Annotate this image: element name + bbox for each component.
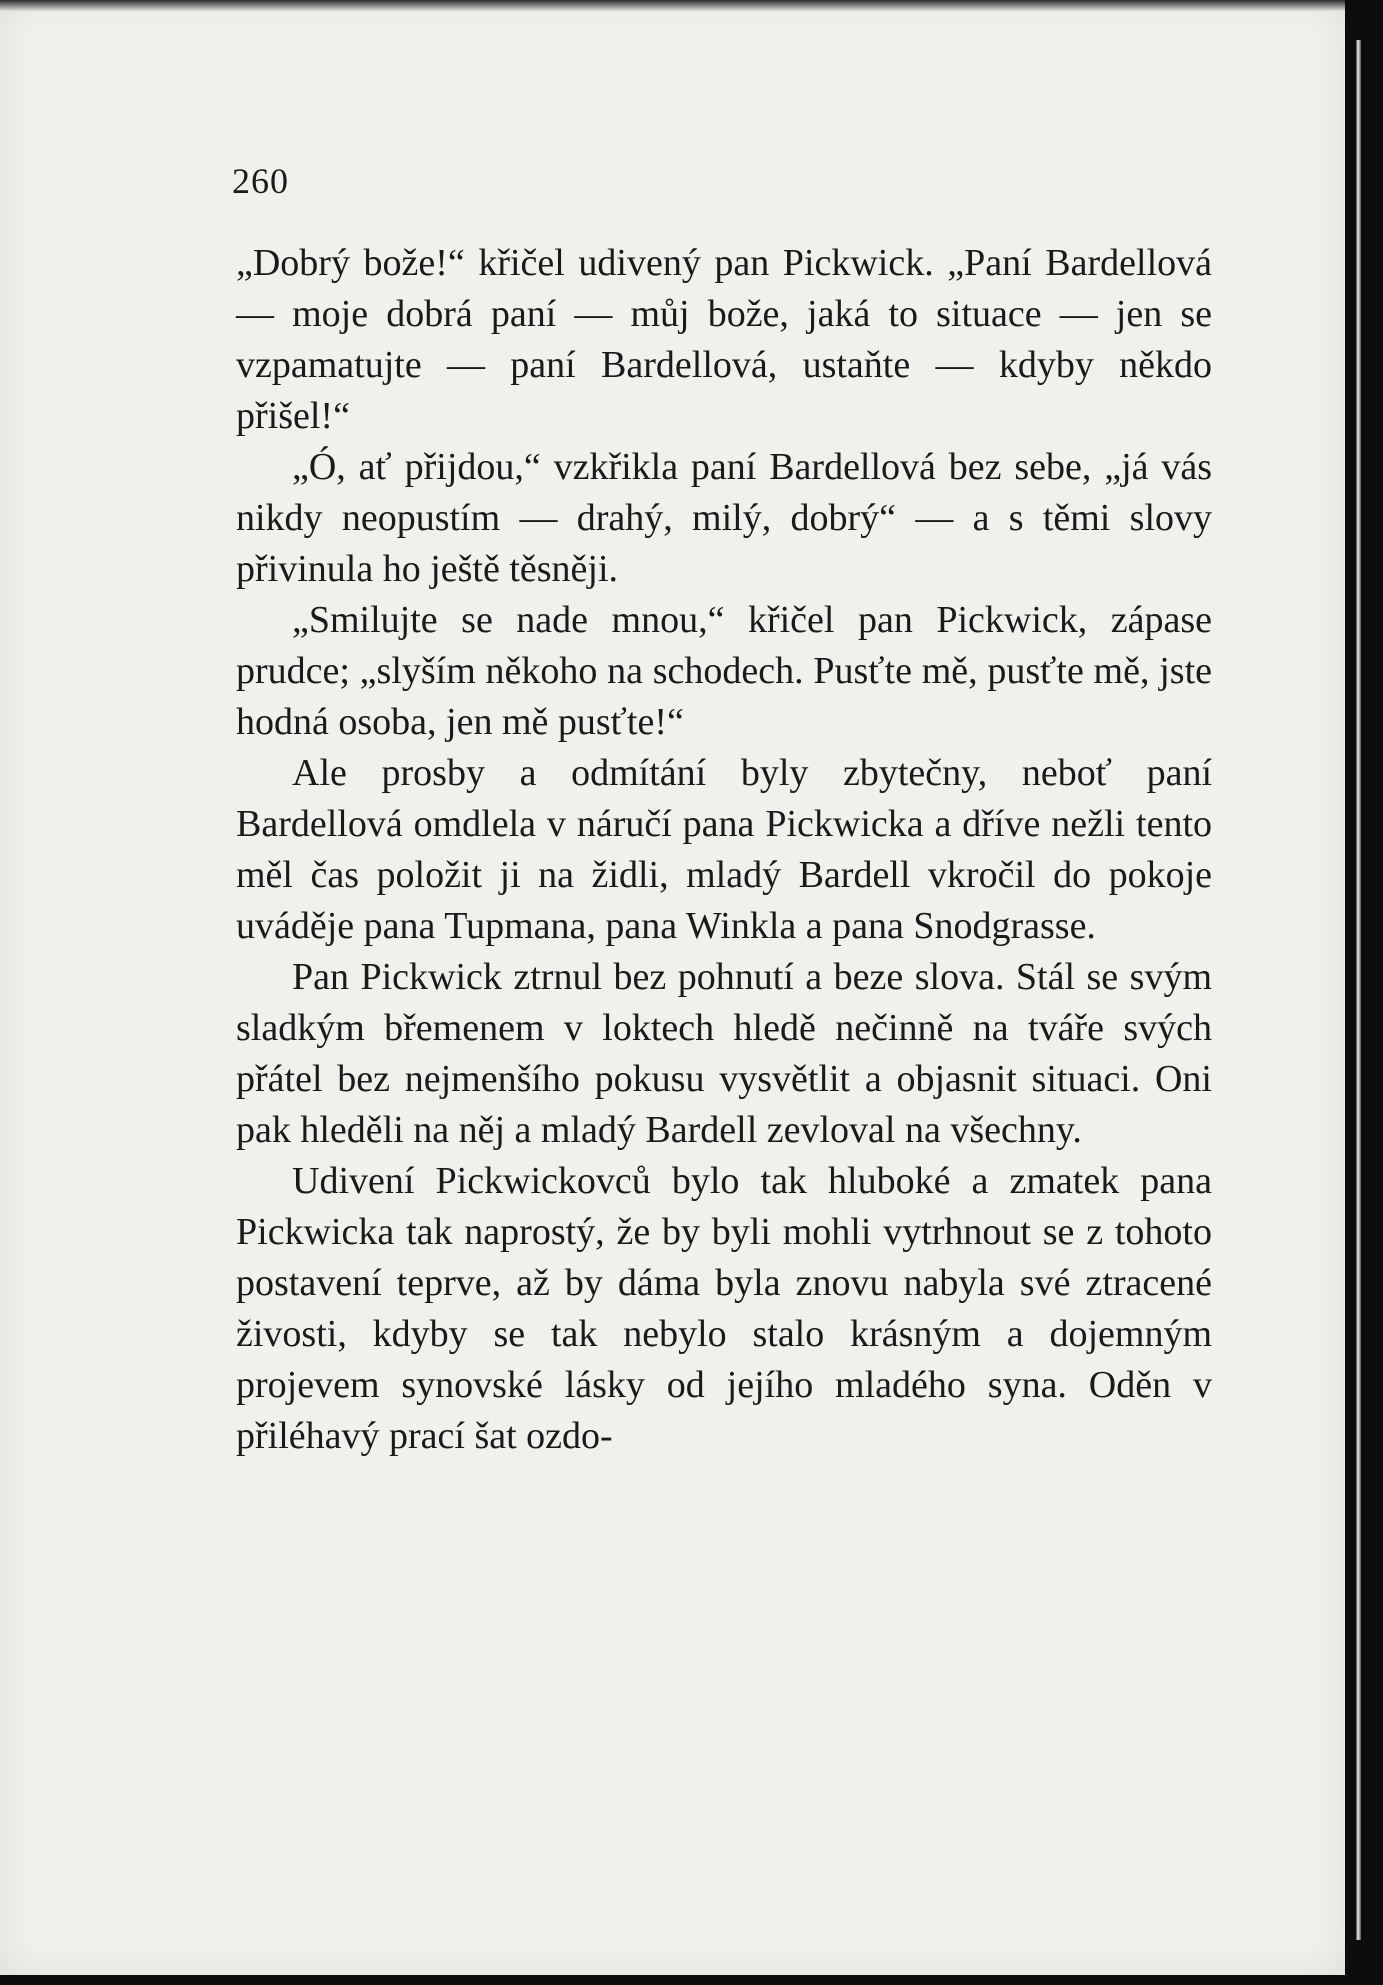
page-body-text	[236, 238, 1212, 1462]
page-number: 260	[232, 161, 289, 201]
page-top-edge	[0, 0, 1345, 12]
paragraph-2: „Ó, ať přijdou,“ vzkřikla paní Bardellová bez sebe, „já vás nikdy neopustím — drahý, milý, dobrý“ — a s těmi slovy přivinula ho ještě těsněji.	[236, 446, 1212, 590]
scan-right-margin	[1345, 0, 1383, 1985]
paragraph-4: Ale prosby a odmítání byly zbytečny, neboť paní Bardellová omdlela v náručí pana Pickwicka a dříve nežli tento měl čas položit ji na židli, mladý Bardell vkročil do pokoje uváděje pana Tupmana, pana Winkla a pana Snodgrasse.	[236, 752, 1212, 947]
paragraph-3: „Smilujte se nade mnou,“ křičel pan Pickwick, zápase prudce; „slyším někoho na schodech. Pusťte mě, pusťte mě, jste hodná osoba, jen mě pusťte!“	[236, 599, 1212, 743]
paragraph-6: Udivení Pickwickovců bylo tak hluboké a zmatek pana Pickwicka tak naprostý, že by byli mohli vytrhnout se z tohoto postavení teprve, až by dáma byla znovu nabyla své ztracené živosti, kdyby se tak nebylo stalo krásným a dojemným projevem synovské lásky od jejího mladého syna. Oděn v přiléhavý prací šat ozdo-	[236, 1160, 1212, 1457]
paragraph-5: Pan Pickwick ztrnul bez pohnutí a beze slova. Stál se svým sladkým břemenem v loktech hledě nečinně na tváře svých přátel bez nejmenšího pokusu vysvětlit a objasnit situaci. Oni pak hleděli na něj a mladý Bardell zevloval na všechny.	[236, 956, 1212, 1151]
book-binding-edge	[1356, 40, 1361, 1940]
scan-bottom-margin	[0, 1975, 1345, 1985]
paragraph-1: „Dobrý bože!“ křičel udivený pan Pickwick. „Paní Bardellová — moje dobrá paní — můj bože, jaká to situace — jen se vzpamatujte — paní Bardellová, ustaňte — kdyby někdo přišel!“	[236, 242, 1212, 437]
